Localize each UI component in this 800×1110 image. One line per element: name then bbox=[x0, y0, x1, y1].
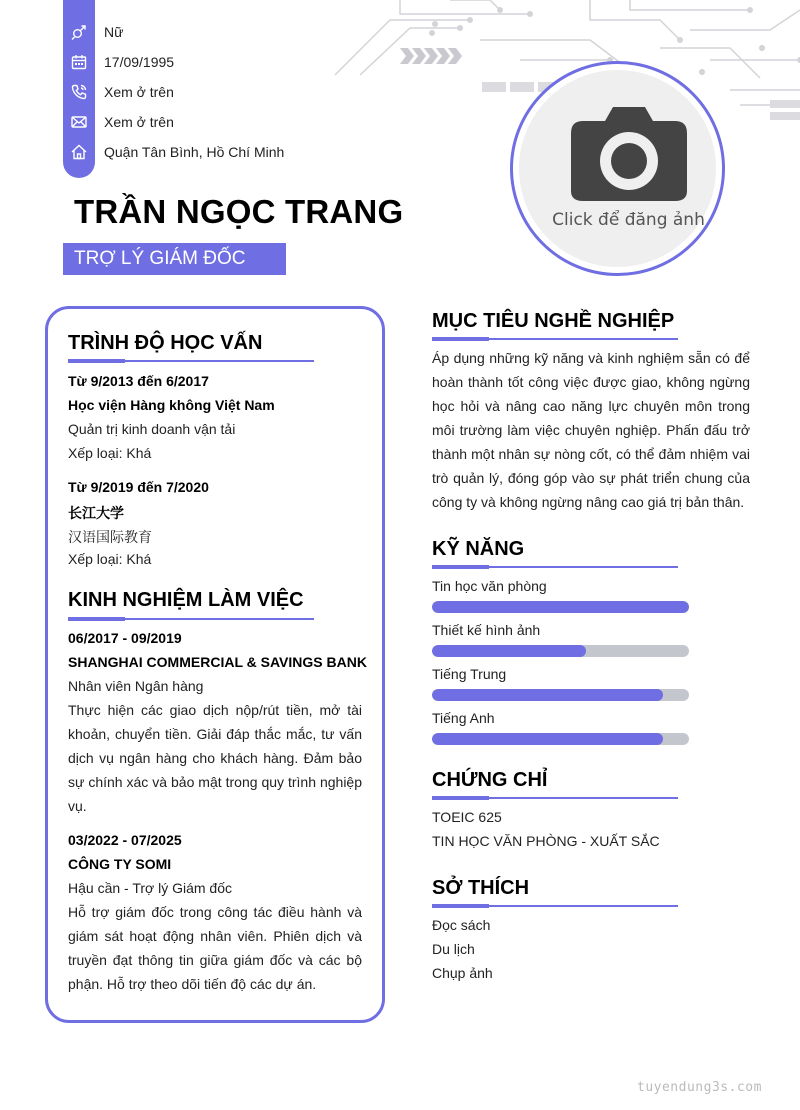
education-major: 汉语国际教育 bbox=[68, 529, 152, 545]
calendar-icon bbox=[63, 54, 95, 70]
skill-bar-fill bbox=[432, 645, 586, 657]
gender-value: Nữ bbox=[104, 24, 124, 40]
skills-underline-accent bbox=[432, 565, 489, 569]
certificates-title: CHỨNG CHỈ bbox=[432, 769, 548, 791]
experience-role: Nhân viên Ngân hàng bbox=[68, 678, 204, 694]
experience-company: CÔNG TY SOMI bbox=[68, 856, 172, 872]
hobbies-title: SỞ THÍCH bbox=[432, 877, 530, 899]
contact-gender bbox=[63, 17, 123, 47]
experience-period: 03/2022 - 07/2025 bbox=[68, 832, 182, 848]
skill-bar bbox=[432, 733, 689, 745]
birthday-value: 17/09/1995 bbox=[104, 54, 175, 70]
skill-bar bbox=[432, 645, 689, 657]
mail-icon bbox=[63, 114, 95, 130]
education-title: TRÌNH ĐỘ HỌC VẤN bbox=[68, 332, 263, 354]
experience-description: Thực hiện các giao dịch nộp/rút tiền, mở tài khoản, chuyển tiền. Giải đáp thắc mắc, tư vấn dịch vụ ngân hàng cho khách hàng. Đảm bảo sự chính xác và bảo mật trong quy trình nghiệp vụ. bbox=[68, 702, 362, 814]
contact-address bbox=[63, 137, 284, 167]
candidate-name: TRẦN NGỌC TRANG bbox=[74, 193, 404, 230]
education-grade: Xếp loại: Khá bbox=[68, 445, 152, 461]
contact-email bbox=[63, 107, 174, 137]
skill-label: Tin học văn phòng bbox=[432, 578, 547, 594]
hobbies-underline-accent bbox=[432, 904, 489, 908]
skill-bar-fill bbox=[432, 689, 663, 701]
camera-icon[interactable] bbox=[569, 103, 689, 203]
skill-label: Tiếng Trung bbox=[432, 666, 507, 682]
skill-label: Thiết kế hình ảnh bbox=[432, 622, 541, 638]
education-major: Quản trị kinh doanh vận tải bbox=[68, 421, 236, 437]
skill-label: Tiếng Anh bbox=[432, 710, 495, 726]
photo-upload-label[interactable]: Click để đăng ảnh bbox=[552, 210, 705, 230]
skill-bar-fill bbox=[432, 733, 663, 745]
objective-underline-accent bbox=[432, 337, 489, 341]
education-school: Học viện Hàng không Việt Nam bbox=[68, 397, 275, 413]
phone-icon bbox=[63, 84, 95, 100]
skills-title: KỸ NĂNG bbox=[432, 538, 525, 560]
skill-bar-fill bbox=[432, 601, 689, 613]
gender-icon bbox=[63, 24, 95, 40]
hobby-item: Đọc sách bbox=[432, 917, 491, 933]
experience-period: 06/2017 - 09/2019 bbox=[68, 630, 182, 646]
contact-phone bbox=[63, 77, 174, 107]
experience-description: Hỗ trợ giám đốc trong công tác điều hành và giám sát hoạt động nhân viên. Phiên dịch và truyền đạt thông tin giữa giám đốc và các bộ phận. Hỗ trợ theo dõi tiến độ các dự án. bbox=[68, 904, 362, 992]
position-banner bbox=[63, 243, 286, 275]
watermark: tuyendung3s.com bbox=[637, 1080, 762, 1095]
hobby-item: Du lịch bbox=[432, 941, 475, 957]
experience-underline-accent bbox=[68, 617, 125, 621]
skill-bar bbox=[432, 689, 689, 701]
education-underline-accent bbox=[68, 359, 125, 363]
experience-company: SHANGHAI COMMERCIAL & SAVINGS BANK bbox=[68, 654, 367, 670]
education-school: 长江大学 bbox=[68, 505, 124, 521]
objective-title: MỤC TIÊU NGHỀ NGHIỆP bbox=[432, 310, 675, 332]
position-title: TRỢ LÝ GIÁM ĐỐC bbox=[74, 248, 246, 269]
education-period: Từ 9/2019 đến 7/2020 bbox=[68, 479, 209, 495]
certificate-item: TIN HỌC VĂN PHÒNG - XUẤT SẮC bbox=[432, 833, 660, 849]
skill-bar bbox=[432, 601, 689, 613]
hobby-item: Chụp ảnh bbox=[432, 965, 493, 981]
phone-value: Xem ở trên bbox=[104, 84, 174, 100]
address-value: Quận Tân Bình, Hồ Chí Minh bbox=[104, 144, 285, 160]
email-value: Xem ở trên bbox=[104, 114, 174, 130]
home-icon bbox=[63, 144, 95, 160]
certificate-item: TOEIC 625 bbox=[432, 809, 502, 825]
experience-role: Hậu cần - Trợ lý Giám đốc bbox=[68, 880, 233, 896]
objective-text: Áp dụng những kỹ năng và kinh nghiệm sẵn có để hoàn thành tốt công việc được giao, không ngừng học hỏi và nâng cao năng lực chuyên môn trong môi trường làm việc chuyên nghiệp. Phấn đấu trở thành một nhân sự nòng cốt, có thể đảm nhiệm vai trò quản lý, đóng góp vào sự phát triển chung của công ty và không ngừng nâng cao giá trị bản thân. bbox=[432, 350, 750, 510]
education-grade: Xếp loại: Khá bbox=[68, 551, 152, 567]
experience-title: KINH NGHIỆM LÀM VIỆC bbox=[68, 589, 304, 611]
certificates-underline-accent bbox=[432, 796, 489, 800]
contact-birthday bbox=[63, 47, 174, 77]
education-period: Từ 9/2013 đến 6/2017 bbox=[68, 373, 209, 389]
